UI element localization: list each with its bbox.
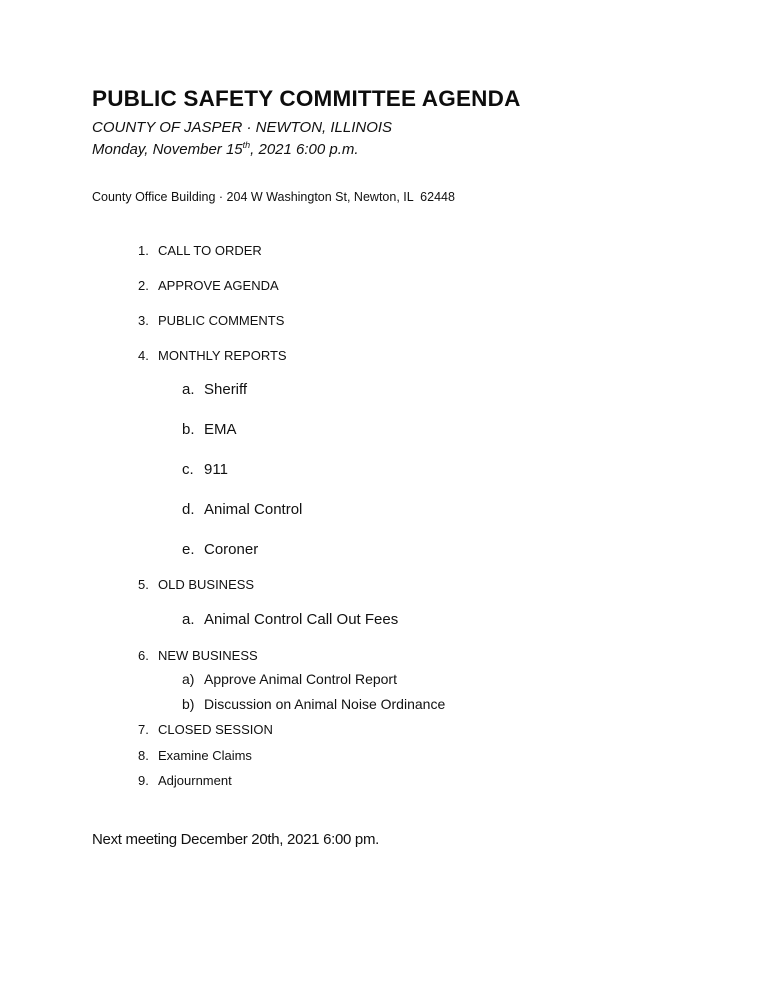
item-title: MONTHLY REPORTS	[158, 348, 287, 363]
item-title: CALL TO ORDER	[158, 243, 262, 258]
item-number: 2.	[138, 278, 149, 293]
date-ordinal-superscript: th	[242, 140, 251, 150]
agenda-subitem-approve-animal-control-report	[92, 671, 713, 687]
agenda-item-examine-claims	[92, 748, 713, 763]
item-number: 6.	[138, 648, 149, 663]
subitem-title: Approve Animal Control Report	[204, 671, 397, 687]
agenda-item-new-business	[92, 648, 713, 663]
subitem-marker: e.	[182, 541, 195, 558]
agenda-list	[92, 243, 713, 788]
subitem-marker: a)	[182, 671, 195, 687]
item-number: 7.	[138, 722, 149, 737]
item-title: Examine Claims	[158, 748, 252, 763]
date-prefix: Monday, November 15	[92, 141, 243, 158]
agenda-subitem-sheriff	[92, 381, 713, 399]
subitem-title: Animal Control	[204, 501, 303, 518]
item-title: APPROVE AGENDA	[158, 278, 279, 293]
next-meeting-note: Next meeting December 20th, 2021 6:00 pm.	[92, 831, 380, 848]
county-subtitle: COUNTY OF JASPER · NEWTON, ILLINOIS	[92, 119, 393, 136]
subitem-title: Discussion on Animal Noise Ordinance	[204, 696, 446, 712]
agenda-item-closed-session	[92, 722, 713, 737]
page-title: PUBLIC SAFETY COMMITTEE AGENDA	[92, 86, 521, 111]
item-title: OLD BUSINESS	[158, 577, 255, 592]
item-number: 5.	[138, 577, 149, 592]
subitem-title: Animal Control Call Out Fees	[204, 611, 399, 628]
agenda-item-adjournment	[92, 773, 713, 788]
agenda-subitem-call-out-fees	[92, 611, 713, 629]
agenda-subitem-animal-noise-ordinance	[92, 696, 713, 712]
agenda-item-monthly-reports	[92, 348, 713, 363]
agenda-item-approve-agenda	[92, 278, 713, 293]
agenda-subitem-911	[92, 461, 713, 479]
subitem-marker: a.	[182, 381, 195, 398]
item-number: 9.	[138, 773, 149, 788]
subitem-title: Coroner	[204, 541, 259, 558]
subitem-title: Sheriff	[204, 381, 248, 398]
subitem-marker: b)	[182, 696, 195, 712]
item-title: PUBLIC COMMENTS	[158, 313, 285, 328]
item-number: 4.	[138, 348, 149, 363]
date-suffix: , 2021 6:00 p.m.	[250, 141, 359, 158]
agenda-subitem-coroner	[92, 541, 713, 559]
item-number: 3.	[138, 313, 149, 328]
agenda-item-public-comments	[92, 313, 713, 328]
agenda-subitem-ema	[92, 421, 713, 439]
agenda-item-call-to-order	[92, 243, 713, 258]
document-header	[92, 86, 713, 205]
subitem-title: EMA	[204, 421, 237, 438]
agenda-subitem-animal-control	[92, 501, 713, 519]
subitem-marker: d.	[182, 501, 195, 518]
item-title: CLOSED SESSION	[158, 722, 273, 737]
subitem-marker: a.	[182, 611, 195, 628]
item-number: 1.	[138, 243, 149, 258]
subitem-title: 911	[204, 461, 228, 478]
subitem-marker: c.	[182, 461, 194, 478]
item-title: NEW BUSINESS	[158, 648, 258, 663]
location-line: County Office Building · 204 W Washington St, Newton, IL 62448	[92, 190, 455, 204]
item-title: Adjournment	[158, 773, 232, 788]
subitem-marker: b.	[182, 421, 195, 438]
date-subtitle	[92, 140, 713, 160]
agenda-item-old-business	[92, 577, 713, 592]
item-number: 8.	[138, 748, 149, 763]
